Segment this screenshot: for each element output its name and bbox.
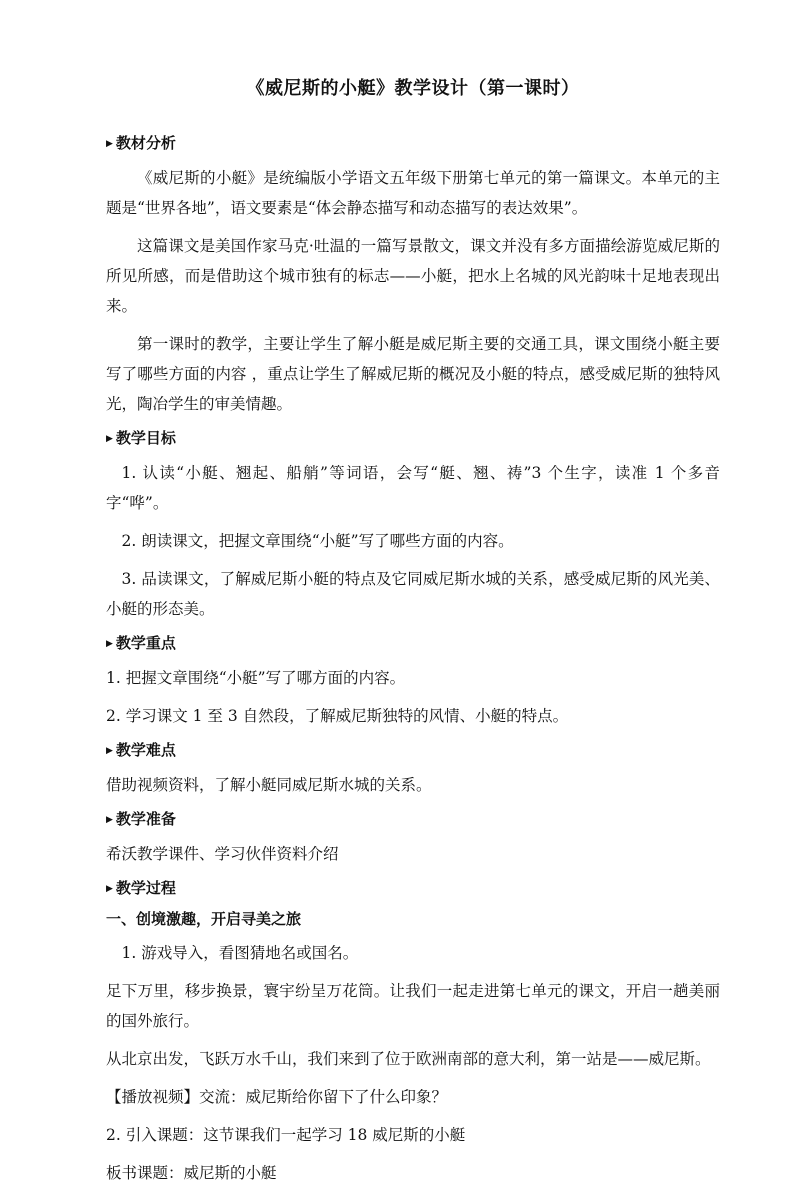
list-item: 1. 把握文章围绕“小艇”写了哪方面的内容。 xyxy=(106,669,406,687)
triangle-bullet-icon: ▶ xyxy=(106,139,113,149)
section-heading-label: 教学难点 xyxy=(115,741,176,759)
paragraph: 【播放视频】交流：威尼斯给你留下了什么印象？ xyxy=(106,1088,448,1106)
list-item: 2. 朗读课文，把握文章围绕“小艇”写了哪些方面的内容。 xyxy=(121,532,514,550)
section-heading-label: 教学过程 xyxy=(115,879,176,897)
list-item: 2. 学习课文 1 至 3 自然段，了解威尼斯独特的风情、小艇的特点。 xyxy=(106,707,569,725)
paragraph: 这篇课文是美国作家马克·吐温的一篇写景散文，课文并没有多方面描绘游览威尼斯的所见所感，而是借助这个城市独有的标志——小艇，把水上名城的风光韵味十足地表现出来。 xyxy=(106,237,720,315)
paragraph: 足下万里，移步换景，寰宇纷呈万花筒。让我们一起走进第七单元的课文，开启一趟美丽的国外旅行。 xyxy=(106,982,720,1030)
section-heading-label: 教学重点 xyxy=(115,634,176,652)
paragraph: 2. 引入课题：这节课我们一起学习 18 威尼斯的小艇 xyxy=(106,1126,466,1144)
document-page xyxy=(106,74,720,1196)
section-heading-analysis xyxy=(106,132,720,155)
paragraph: 从北京出发，飞跃万水千山，我们来到了位于欧洲南部的意大利，第一站是——威尼斯。 xyxy=(106,1050,711,1068)
section-heading-goals xyxy=(106,427,720,450)
paragraph: 板书课题：威尼斯的小艇 xyxy=(106,1164,277,1182)
list-item: 3. 品读课文，了解威尼斯小艇的特点及它同威尼斯水城的关系，感受威尼斯的风光美、小艇的形态美。 xyxy=(106,570,720,618)
section-heading-key-points xyxy=(106,632,720,655)
triangle-bullet-icon: ▶ xyxy=(106,434,113,444)
paragraph: 借助视频资料，了解小艇同威尼斯水城的关系。 xyxy=(106,776,432,794)
section-heading-label: 教材分析 xyxy=(115,134,176,152)
list-item: 1. 认读“小艇、翘起、船艄”等词语，会写“艇、翘、祷”3 个生字，读准 1 个多音字“哗”。 xyxy=(106,464,720,512)
list-item: 1. 游戏导入，看图猜地名或国名。 xyxy=(121,944,359,962)
subsection-heading: 一、创境激趣，开启寻美之旅 xyxy=(106,910,302,928)
section-heading-preparation xyxy=(106,808,720,831)
triangle-bullet-icon: ▶ xyxy=(106,639,113,649)
triangle-bullet-icon: ▶ xyxy=(106,746,113,756)
section-heading-process xyxy=(106,877,720,900)
paragraph: 希沃教学课件、学习伙伴资料介绍 xyxy=(106,845,339,863)
triangle-bullet-icon: ▶ xyxy=(106,884,113,894)
document-title: 《威尼斯的小艇》教学设计（第一课时） xyxy=(246,78,580,99)
section-heading-label: 教学准备 xyxy=(115,810,176,828)
section-heading-label: 教学目标 xyxy=(115,429,176,447)
triangle-bullet-icon: ▶ xyxy=(106,815,113,825)
paragraph: 第一课时的教学，主要让学生了解小艇是威尼斯主要的交通工具，课文围绕小艇主要写了哪些方面的内容 ，重点让学生了解威尼斯的概况及小艇的特点，感受威尼斯的独特风光，陶冶学生的审美情趣。 xyxy=(106,335,720,413)
paragraph: 《威尼斯的小艇》是统编版小学语文五年级下册第七单元的第一篇课文。本单元的主题是“世界各地”，语文要素是“体会静态描写和动态描写的表达效果”。 xyxy=(106,169,720,217)
section-heading-difficulties xyxy=(106,739,720,762)
